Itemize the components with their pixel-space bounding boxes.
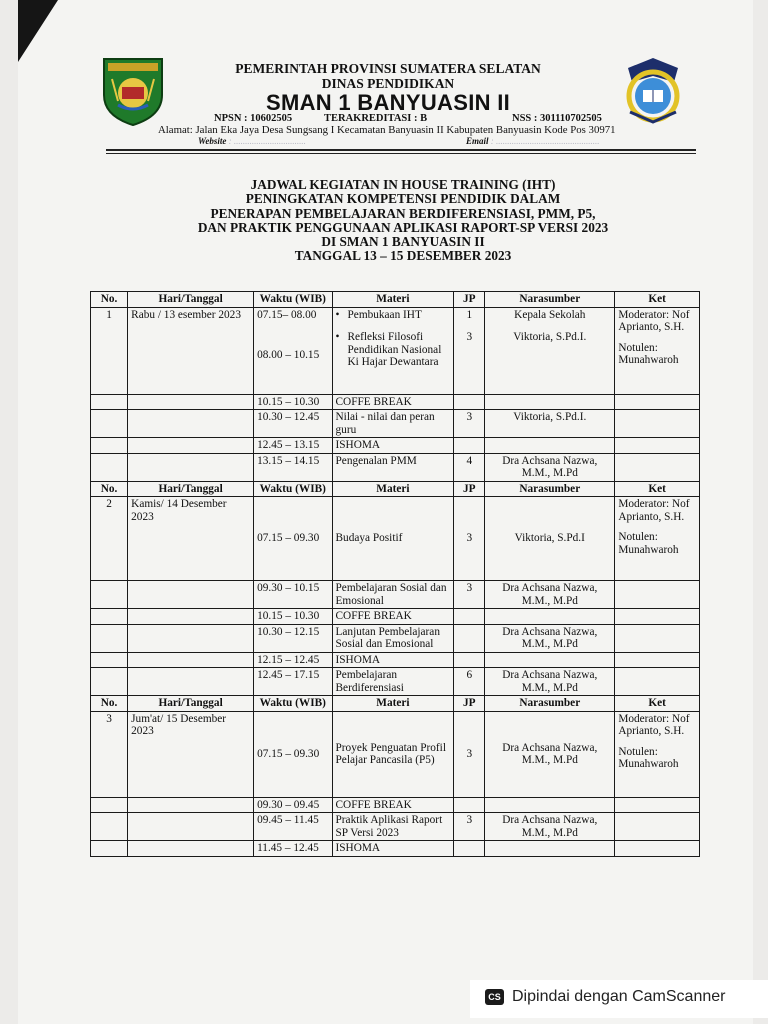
- title-line: PENINGKATAN KOMPETENSI PENDIDIK DALAM: [245, 191, 561, 207]
- topic-cell: Budaya Positif: [332, 497, 454, 581]
- title-line: TANGGAL 13 – 15 DESEMBER 2023: [294, 248, 512, 264]
- header-cell: Materi: [332, 292, 454, 308]
- speaker-cell: [485, 307, 615, 394]
- jp-cell: [454, 841, 485, 857]
- note-cell: [615, 711, 700, 797]
- speaker-cell: Dra Achsana Nazwa, M.M., M.Pd: [485, 624, 615, 652]
- nss-text: NSS : 301110702505: [512, 113, 602, 124]
- jp-cell: 3: [454, 410, 485, 438]
- department-heading: DINAS PENDIDIKAN: [321, 76, 455, 91]
- jp-cell: [454, 394, 485, 410]
- day-date: Jum'at/ 15 Desember 2023: [128, 711, 254, 797]
- npsn-text: NPSN : 10602505: [214, 113, 293, 124]
- header-cell: Materi: [332, 696, 454, 712]
- notulen-text: Notulen: Munahwaroh: [618, 745, 679, 770]
- scan-corner-shadow: [18, 0, 58, 62]
- notulen-text: Notulen: Munahwaroh: [618, 341, 679, 366]
- topic-cell: ISHOMA: [332, 841, 454, 857]
- time-cell: 10.30 – 12.15: [254, 624, 332, 652]
- table-header-row: [91, 696, 700, 712]
- address-text: Alamat: Jalan Eka Jaya Desa Sungsang I Kecamatan Banyuasin II Kabupaten Banyuasin Kode Pos 30971: [158, 124, 616, 136]
- topic-cell: Proyek Penguatan Profil Pelajar Pancasila (P5): [332, 711, 454, 797]
- jp-cell: [454, 609, 485, 625]
- header-cell: No.: [91, 696, 128, 712]
- day-number: 1: [91, 307, 128, 394]
- time-cell: 10.30 – 12.45: [254, 410, 332, 438]
- header-cell: JP: [454, 481, 485, 497]
- topic-cell: Praktik Aplikasi Raport SP Versi 2023: [332, 813, 454, 841]
- day-number: 3: [91, 711, 128, 797]
- header-cell: Narasumber: [485, 696, 615, 712]
- table-row: [91, 624, 700, 652]
- jp-cell: [454, 797, 485, 813]
- jp-cell: 6: [454, 668, 485, 696]
- jp-cell: 3: [454, 581, 485, 609]
- time-cell: 11.45 – 12.45: [254, 841, 332, 857]
- header-cell: Materi: [332, 481, 454, 497]
- table-row: [91, 652, 700, 668]
- day-date: Rabu / 13 esember 2023: [128, 307, 254, 394]
- jp-cell: [454, 307, 485, 394]
- speaker-cell: [485, 438, 615, 454]
- time-cell: 09.30 – 09.45: [254, 797, 332, 813]
- topic-cell: ISHOMA: [332, 652, 454, 668]
- speaker-cell: [485, 652, 615, 668]
- time-cell: 12.45 – 13.15: [254, 438, 332, 454]
- topic-cell: • Pembukaan IHT • Refleksi Filosofi Pendidikan Nasional Ki Hajar Dewantara: [332, 307, 454, 394]
- speaker-cell: [485, 394, 615, 410]
- speaker-cell: Dra Achsana Nazwa, M.M., M.Pd: [485, 453, 615, 481]
- topic-cell: COFFE BREAK: [332, 609, 454, 625]
- time-cell: 09.45 – 11.45: [254, 813, 332, 841]
- jp-cell: 3: [454, 711, 485, 797]
- header-cell: Narasumber: [485, 292, 615, 308]
- topic-text: Refleksi Filosofi Pendidikan Nasional Ki Hajar Dewantara: [347, 331, 442, 368]
- notulen-text: Notulen: Munahwaroh: [618, 531, 679, 556]
- table-row: [91, 668, 700, 696]
- topic-cell: Lanjutan Pembelajaran Sosial dan Emosional: [332, 624, 454, 652]
- day-number: 2: [91, 497, 128, 581]
- camscanner-watermark: [470, 980, 768, 1018]
- speaker-cell: Viktoria, S.Pd.I.: [485, 410, 615, 438]
- table-row: [91, 438, 700, 454]
- header-cell: No.: [91, 292, 128, 308]
- table-row: [91, 497, 700, 581]
- note-cell: [615, 497, 700, 581]
- title-line: DAN PRAKTIK PENGGUNAAN APLIKASI RAPORT-SP VERSI 2023: [197, 219, 609, 235]
- header-cell: Waktu (WIB): [254, 481, 332, 497]
- speaker-cell: [485, 797, 615, 813]
- title-line: DI SMAN 1 BANYUASIN II: [321, 234, 485, 250]
- time-cell: 10.15 – 10.30: [254, 394, 332, 410]
- table-row: [91, 410, 700, 438]
- table-row: [91, 841, 700, 857]
- header-cell: Narasumber: [485, 481, 615, 497]
- header-cell: JP: [454, 696, 485, 712]
- header-cell: Ket: [615, 696, 700, 712]
- header-rule-thin: [106, 153, 696, 154]
- jp-text: 3: [466, 331, 473, 343]
- header-cell: Hari/Tanggal: [128, 696, 254, 712]
- header-cell: Ket: [615, 481, 700, 497]
- table-row: [91, 609, 700, 625]
- jp-text: 1: [466, 308, 473, 321]
- table-row: [91, 453, 700, 481]
- table-row: [91, 581, 700, 609]
- speaker-cell: Dra Achsana Nazwa, M.M., M.Pd: [485, 711, 615, 797]
- day-date: Kamis/ 14 Desember 2023: [128, 497, 254, 581]
- speaker-cell: [485, 609, 615, 625]
- header-cell: Waktu (WIB): [254, 292, 332, 308]
- speaker-cell: Viktoria, S.Pd.I: [485, 497, 615, 581]
- time-cell: 07.15 – 09.30: [254, 711, 332, 797]
- website-label: Website : ................................: [198, 136, 306, 146]
- header-cell: No.: [91, 481, 128, 497]
- document-title: [118, 178, 688, 264]
- jp-cell: [454, 438, 485, 454]
- header-cell: Hari/Tanggal: [128, 481, 254, 497]
- header-cell: Ket: [615, 292, 700, 308]
- jp-cell: 4: [454, 453, 485, 481]
- header-cell: Waktu (WIB): [254, 696, 332, 712]
- moderator-text: Moderator: Nof Aprianto, S.H.: [618, 712, 690, 737]
- moderator-text: Moderator: Nof Aprianto, S.H.: [618, 308, 690, 333]
- topic-cell: Nilai - nilai dan peran guru: [332, 410, 454, 438]
- watermark-text: Dipindai dengan CamScanner: [512, 988, 726, 1005]
- topic-cell: COFFE BREAK: [332, 797, 454, 813]
- table-row: [91, 394, 700, 410]
- header-rule-thick: [106, 149, 696, 151]
- time-cell: 12.45 – 17.15: [254, 668, 332, 696]
- camscanner-logo-icon: CS: [485, 989, 504, 1005]
- table-row: [91, 307, 700, 394]
- province-heading: PEMERINTAH PROVINSI SUMATERA SELATAN: [235, 61, 541, 76]
- time-cell: 10.15 – 10.30: [254, 609, 332, 625]
- topic-cell: COFFE BREAK: [332, 394, 454, 410]
- topic-cell: ISHOMA: [332, 438, 454, 454]
- time-text: 08.00 – 10.15: [257, 349, 320, 361]
- speaker-text: Viktoria, S.Pd.I.: [513, 331, 587, 343]
- jp-cell: [454, 624, 485, 652]
- moderator-text: Moderator: Nof Aprianto, S.H.: [618, 498, 690, 523]
- speaker-cell: Dra Achsana Nazwa, M.M., M.Pd: [485, 813, 615, 841]
- header-cell: JP: [454, 292, 485, 308]
- jp-cell: [454, 652, 485, 668]
- document-page: [18, 0, 753, 1024]
- school-name: SMAN 1 BANYUASIN II: [265, 90, 511, 115]
- time-cell: 13.15 – 14.15: [254, 453, 332, 481]
- table-row: [91, 813, 700, 841]
- time-cell: 12.15 – 12.45: [254, 652, 332, 668]
- topic-text: Pembukaan IHT: [347, 308, 422, 321]
- topic-cell: Pembelajaran Berdiferensiasi: [332, 668, 454, 696]
- note-cell: [615, 307, 700, 394]
- email-label: Email : ..............................................: [466, 136, 600, 146]
- table-header-row: [91, 481, 700, 497]
- table-row: [91, 711, 700, 797]
- time-cell: [254, 307, 332, 394]
- speaker-cell: Dra Achsana Nazwa, M.M., M.Pd: [485, 668, 615, 696]
- table-header-row: [91, 292, 700, 308]
- time-cell: 09.30 – 10.15: [254, 581, 332, 609]
- topic-cell: Pembelajaran Sosial dan Emosional: [332, 581, 454, 609]
- speaker-cell: Dra Achsana Nazwa, M.M., M.Pd: [485, 581, 615, 609]
- jp-cell: 3: [454, 813, 485, 841]
- title-line: PENERAPAN PEMBELAJARAN BERDIFERENSIASI, PMM, P5,: [210, 205, 596, 221]
- accreditation-text: TERAKREDITASI : B: [324, 113, 428, 124]
- speaker-text: Kepala Sekolah: [514, 308, 586, 321]
- topic-cell: Pengenalan PMM: [332, 453, 454, 481]
- header-cell: Hari/Tanggal: [128, 292, 254, 308]
- time-text: 07.15– 08.00: [257, 308, 317, 321]
- speaker-cell: [485, 841, 615, 857]
- time-cell: 07.15 – 09.30: [254, 497, 332, 581]
- schedule-table: [90, 291, 700, 857]
- title-line: JADWAL KEGIATAN IN HOUSE TRAINING (IHT): [250, 177, 556, 192]
- jp-cell: 3: [454, 497, 485, 581]
- table-row: [91, 797, 700, 813]
